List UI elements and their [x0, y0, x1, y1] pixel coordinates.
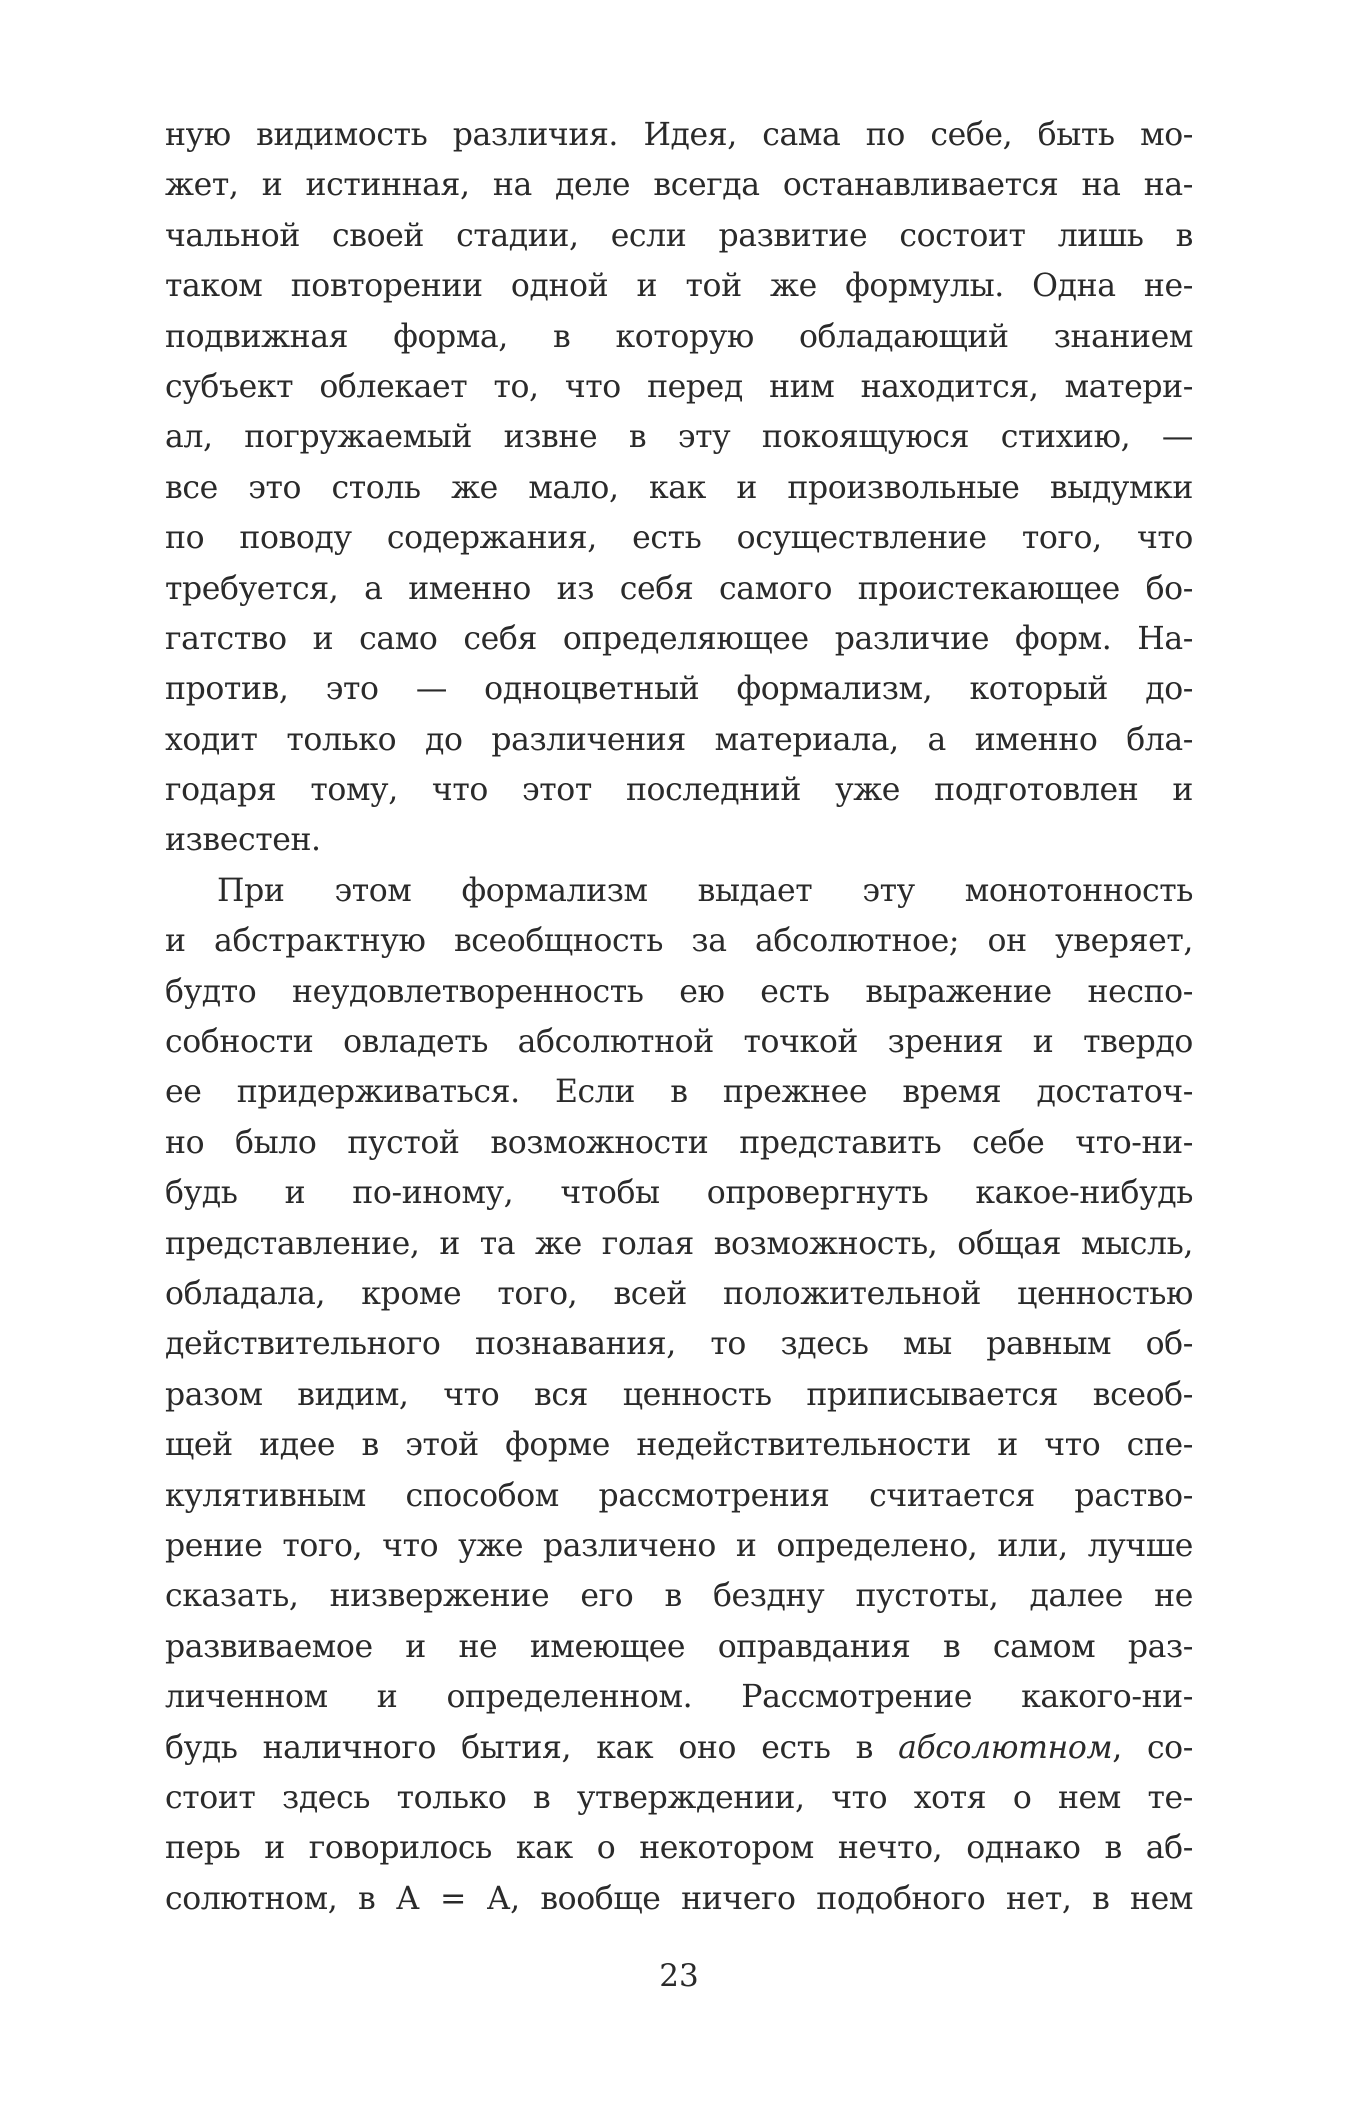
text-line: подвижная форма, в которую обладающий знанием: [165, 318, 1193, 355]
text-line: против, это — одноцветный формализм, который до-: [165, 671, 1193, 708]
text-segment: , со-: [1112, 1729, 1193, 1766]
text-line: рение того, что уже различено и определено, или, лучше: [165, 1527, 1193, 1564]
text-line: требуется, а именно из себя самого проистекающее бо-: [165, 570, 1193, 607]
text-line: личенном и определенном. Рассмотрение какого-ни-: [165, 1679, 1193, 1716]
text-line: известен.: [165, 822, 321, 859]
text-line: ее придерживаться. Если в прежнее время достаточ-: [165, 1074, 1193, 1111]
text-line: жет, и истинная, на деле всегда останавливается на на-: [165, 167, 1193, 204]
text-line: сказать, низвержение его в бездну пустоты, далее не: [165, 1578, 1193, 1615]
text-line: гатство и само себя определяющее различие форм. На-: [165, 620, 1193, 657]
text-line: все это столь же мало, как и произвольные выдумки: [165, 469, 1193, 506]
text-line: и абстрактную всеобщность за абсолютное; он уверяет,: [165, 923, 1193, 960]
text-line: перь и говорилось как о некотором нечто, однако в аб-: [165, 1830, 1193, 1867]
text-line: действительного познавания, то здесь мы равным об-: [165, 1326, 1193, 1363]
italic-term: абсолютном: [898, 1729, 1113, 1766]
text-line: ал, погружаемый извне в эту покоящуюся стихию, —: [165, 419, 1193, 456]
text-line: по поводу содержания, есть осуществление того, что: [165, 520, 1193, 557]
text-line: кулятивным способом рассмотрения считается раство-: [165, 1477, 1193, 1514]
text-line: ходит только до различения материала, а именно бла-: [165, 721, 1193, 758]
text-line: таком повторении одной и той же формулы. Одна не-: [165, 268, 1193, 305]
text-line-with-italic: [165, 1723, 1193, 1773]
text-line: будь и по-иному, чтобы опровергнуть какое-нибудь: [165, 1175, 1193, 1212]
body-text: [165, 110, 1193, 1924]
text-line: представление, и та же голая возможность, общая мысль,: [165, 1225, 1193, 1262]
text-line: будто неудовлетворенность ею есть выражение неспо-: [165, 973, 1193, 1010]
page-number: 23: [659, 1958, 699, 1994]
text-line: годаря тому, что этот последний уже подготовлен и: [165, 772, 1193, 809]
text-line: но было пустой возможности представить себе что-ни-: [165, 1124, 1193, 1161]
text-line: солютном, в А = А, вообще ничего подобного нет, в нем: [165, 1880, 1193, 1917]
text-segment: будь наличного бытия, как оно есть в: [165, 1729, 899, 1766]
text-line: субъект облекает то, что перед ним находится, матери-: [165, 368, 1193, 405]
text-line: При этом формализм выдает эту монотонность: [217, 872, 1193, 909]
text-line: чальной своей стадии, если развитие состоит лишь в: [165, 217, 1193, 254]
text-line: обладала, кроме того, всей положительной ценностью: [165, 1275, 1193, 1312]
text-line: ную видимость различия. Идея, сама по себе, быть мо-: [165, 117, 1193, 153]
text-line: щей идее в этой форме недействительности и что спе-: [165, 1427, 1193, 1464]
text-line: разом видим, что вся ценность приписывается всеоб-: [165, 1376, 1193, 1413]
text-line: собности овладеть абсолютной точкой зрения и твердо: [165, 1024, 1193, 1061]
text-line: стоит здесь только в утверждении, что хотя о нем те-: [165, 1779, 1193, 1816]
text-line: развиваемое и не имеющее оправдания в самом раз-: [165, 1628, 1193, 1665]
